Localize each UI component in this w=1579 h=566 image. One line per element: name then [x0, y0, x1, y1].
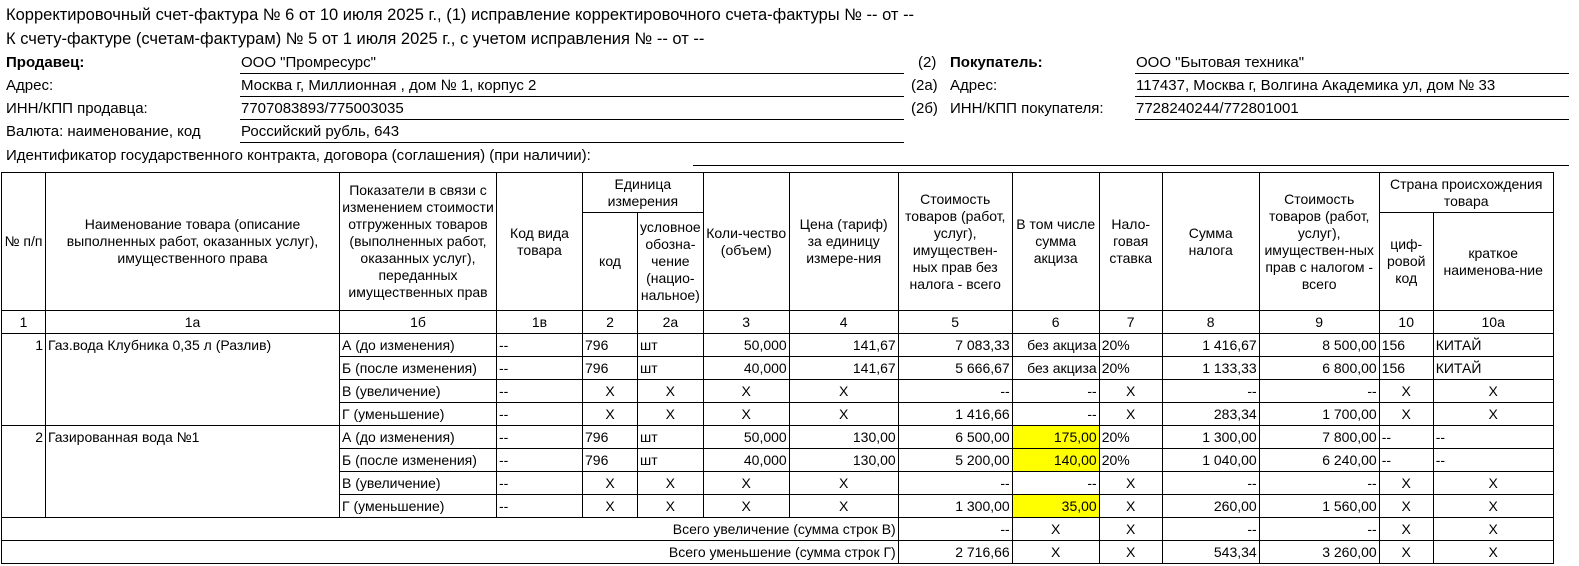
kind-code-cell: --: [497, 403, 583, 426]
kind-code-cell: --: [497, 449, 583, 472]
column-numbers-row: [2, 311, 1554, 334]
unit-code-cell: 796: [583, 357, 638, 380]
buyer-inn-code: (2б): [911, 100, 938, 117]
seller-label: Продавец:: [6, 54, 85, 71]
country-code-cell: X: [1379, 495, 1433, 518]
col-kind-code-header: Код вида товара: [497, 173, 583, 311]
column-number: 7: [1099, 311, 1162, 334]
unit-symbol-cell: шт: [638, 449, 704, 472]
kind-code-cell: --: [497, 334, 583, 357]
indicator-cell: Б (после изменения): [340, 357, 497, 380]
total-cell: --: [1259, 380, 1379, 403]
indicator-cell: В (увеличение): [340, 380, 497, 403]
unit-symbol-cell: X: [638, 380, 704, 403]
total-cell: 7 800,00: [1259, 426, 1379, 449]
unit-symbol-cell: X: [638, 403, 704, 426]
col-cost-header: Стоимость товаров (работ, услуг), имуществен-ных прав без налога - всего: [898, 173, 1012, 311]
col-excise-header: В том числе сумма акциза: [1012, 173, 1099, 311]
totals-total-cell: --: [1259, 518, 1379, 541]
tax-sum-cell: 260,00: [1162, 495, 1259, 518]
unit-symbol-cell: X: [638, 472, 704, 495]
item-name-cell: Газ.вода Клубника 0,35 л (Разлив): [46, 334, 340, 426]
buyer-label: Покупатель:: [950, 54, 1043, 71]
country-code-cell: X: [1379, 472, 1433, 495]
unit-code-cell: 796: [583, 426, 638, 449]
price-cell: 130,00: [789, 426, 898, 449]
country-code-cell: 156: [1379, 357, 1433, 380]
indicator-cell: Г (уменьшение): [340, 403, 497, 426]
col-tax-sum-header: Сумма налога: [1162, 173, 1259, 311]
column-number: 1в: [497, 311, 583, 334]
buyer-address-code: (2а): [911, 77, 938, 94]
unit-code-cell: X: [583, 472, 638, 495]
tax-rate-cell: 20%: [1099, 334, 1162, 357]
buyer-inn: 7728240244/772801001: [1135, 98, 1569, 120]
country-name-cell: --: [1433, 426, 1553, 449]
seller-address: Москва г, Миллионная , дом № 1, корпус 2: [240, 75, 904, 97]
indicator-cell: Б (после изменения): [340, 449, 497, 472]
tax-rate-cell: 20%: [1099, 426, 1162, 449]
col-unit-code-header: код: [583, 213, 638, 311]
price-cell: X: [789, 472, 898, 495]
cost-cell: 1 416,66: [898, 403, 1012, 426]
col-total-header: Стоимость товаров (работ, услуг), имуществен-ных прав с налогом - всего: [1259, 173, 1379, 311]
col-num-header: № п/п: [2, 173, 46, 311]
item-name-cell: Газированная вода №1: [46, 426, 340, 518]
column-number: 10а: [1433, 311, 1553, 334]
column-number: 5: [898, 311, 1012, 334]
col-country-name-header: краткое наименова-ние: [1433, 213, 1553, 311]
unit-code-cell: 796: [583, 449, 638, 472]
totals-excise-cell: X: [1012, 541, 1099, 564]
totals-country-name-cell: X: [1433, 541, 1553, 564]
totals-cost-cell: --: [898, 518, 1012, 541]
tax-rate-cell: X: [1099, 472, 1162, 495]
country-code-cell: 156: [1379, 334, 1433, 357]
country-code-cell: X: [1379, 380, 1433, 403]
country-name-cell: --: [1433, 449, 1553, 472]
cost-cell: --: [898, 380, 1012, 403]
unit-symbol-cell: шт: [638, 357, 704, 380]
country-name-cell: X: [1433, 380, 1553, 403]
cost-cell: 6 500,00: [898, 426, 1012, 449]
country-name-cell: X: [1433, 495, 1553, 518]
qty-cell: X: [703, 380, 789, 403]
unit-symbol-cell: шт: [638, 426, 704, 449]
excise-cell: --: [1012, 403, 1099, 426]
totals-tax-cell: --: [1162, 518, 1259, 541]
totals-country-name-cell: X: [1433, 518, 1553, 541]
tax-sum-cell: --: [1162, 380, 1259, 403]
excise-cell: --: [1012, 380, 1099, 403]
totals-country-code-cell: X: [1379, 541, 1433, 564]
country-name-cell: X: [1433, 472, 1553, 495]
invoice-header: [0, 52, 1579, 170]
country-code-cell: --: [1379, 449, 1433, 472]
price-cell: X: [789, 495, 898, 518]
buyer-code: (2): [918, 54, 937, 71]
qty-cell: 40,000: [703, 449, 789, 472]
unit-code-cell: X: [583, 495, 638, 518]
col-unit-header: Единица измерения: [583, 173, 704, 213]
indicator-cell: А (до изменения): [340, 334, 497, 357]
column-number: 2а: [638, 311, 704, 334]
qty-cell: X: [703, 495, 789, 518]
tax-rate-cell: X: [1099, 403, 1162, 426]
contract-label: Идентификатор государственного контракта, договора (соглашения) (при наличии):: [6, 147, 591, 164]
price-cell: X: [789, 403, 898, 426]
qty-cell: X: [703, 403, 789, 426]
kind-code-cell: --: [497, 495, 583, 518]
invoice-subtitle: К счету-фактуре (счетам-фактурам) № 5 от 1 июля 2025 г., с учетом исправления № -- от --: [6, 30, 705, 48]
excise-cell: --: [1012, 472, 1099, 495]
totals-tax-cell: 543,34: [1162, 541, 1259, 564]
totals-country-code-cell: X: [1379, 518, 1433, 541]
cost-cell: 5 666,67: [898, 357, 1012, 380]
qty-cell: X: [703, 472, 789, 495]
currency-value: Российский рубль, 643: [240, 121, 904, 143]
excise-cell: без акциза: [1012, 334, 1099, 357]
col-country-header: Страна происхождения товара: [1379, 173, 1553, 213]
column-number: 1: [2, 311, 46, 334]
tax-sum-cell: 1 133,33: [1162, 357, 1259, 380]
price-cell: 130,00: [789, 449, 898, 472]
tax-sum-cell: 1 040,00: [1162, 449, 1259, 472]
tax-rate-cell: X: [1099, 380, 1162, 403]
column-number: 8: [1162, 311, 1259, 334]
total-cell: 1 560,00: [1259, 495, 1379, 518]
contract-value: [693, 144, 1569, 166]
seller-name: ООО "Промресурс": [240, 52, 904, 74]
invoice-table-body: [2, 311, 1554, 564]
indicator-cell: В (увеличение): [340, 472, 497, 495]
kind-code-cell: --: [497, 380, 583, 403]
excise-cell: 140,00: [1012, 449, 1099, 472]
buyer-address: 117437, Москва г, Волгина Академика ул, дом № 33: [1135, 75, 1569, 97]
excise-cell: 35,00: [1012, 495, 1099, 518]
tax-sum-cell: 1 300,00: [1162, 426, 1259, 449]
cost-cell: 1 300,00: [898, 495, 1012, 518]
column-number: 1а: [46, 311, 340, 334]
kind-code-cell: --: [497, 426, 583, 449]
tax-rate-cell: 20%: [1099, 449, 1162, 472]
country-name-cell: КИТАЙ: [1433, 357, 1553, 380]
cost-cell: 5 200,00: [898, 449, 1012, 472]
col-unit-symbol-header: условное обозна-чение (нацио-нальное): [638, 213, 704, 311]
totals-excise-cell: X: [1012, 518, 1099, 541]
tax-sum-cell: 283,34: [1162, 403, 1259, 426]
unit-code-cell: X: [583, 403, 638, 426]
buyer-inn-label: ИНН/КПП покупателя:: [950, 100, 1104, 117]
price-cell: X: [789, 380, 898, 403]
col-indicators-header: Показатели в связи с изменением стоимости отгруженных товаров (выполненных работ, оказанных услуг), переданных имущественных прав: [340, 173, 497, 311]
unit-code-cell: X: [583, 380, 638, 403]
tax-rate-cell: 20%: [1099, 357, 1162, 380]
indicator-cell: Г (уменьшение): [340, 495, 497, 518]
column-number: 9: [1259, 311, 1379, 334]
country-name-cell: X: [1433, 403, 1553, 426]
invoice-title: Корректировочный счет-фактура № 6 от 10 июля 2025 г., (1) исправление корректировочного счета-фактуры № -- от --: [6, 6, 915, 24]
total-cell: --: [1259, 472, 1379, 495]
totals-row: [2, 518, 1554, 541]
kind-code-cell: --: [497, 357, 583, 380]
totals-rate-cell: X: [1099, 518, 1162, 541]
price-cell: 141,67: [789, 334, 898, 357]
country-code-cell: --: [1379, 426, 1433, 449]
country-code-cell: X: [1379, 403, 1433, 426]
unit-symbol-cell: X: [638, 495, 704, 518]
item-number-cell: 1: [2, 334, 46, 426]
totals-label: Всего уменьшение (сумма строк Г): [2, 541, 899, 564]
price-cell: 141,67: [789, 357, 898, 380]
col-country-code-header: циф-ровой код: [1379, 213, 1433, 311]
excise-cell: 175,00: [1012, 426, 1099, 449]
totals-row: [2, 541, 1554, 564]
table-row: [2, 334, 1554, 357]
totals-label: Всего увеличение (сумма строк В): [2, 518, 899, 541]
cost-cell: --: [898, 472, 1012, 495]
seller-address-label: Адрес:: [6, 77, 54, 94]
totals-rate-cell: X: [1099, 541, 1162, 564]
item-number-cell: 2: [2, 426, 46, 518]
total-cell: 8 500,00: [1259, 334, 1379, 357]
qty-cell: 50,000: [703, 334, 789, 357]
total-cell: 6 240,00: [1259, 449, 1379, 472]
unit-symbol-cell: шт: [638, 334, 704, 357]
tax-sum-cell: 1 416,67: [1162, 334, 1259, 357]
totals-cost-cell: 2 716,66: [898, 541, 1012, 564]
column-number: 1б: [340, 311, 497, 334]
table-row: [2, 426, 1554, 449]
buyer-address-label: Адрес:: [950, 77, 998, 94]
col-price-header: Цена (тариф) за единицу измере-ния: [789, 173, 898, 311]
column-number: 4: [789, 311, 898, 334]
excise-cell: без акциза: [1012, 357, 1099, 380]
column-number: 3: [703, 311, 789, 334]
total-cell: 1 700,00: [1259, 403, 1379, 426]
cost-cell: 7 083,33: [898, 334, 1012, 357]
country-name-cell: КИТАЙ: [1433, 334, 1553, 357]
column-number: 6: [1012, 311, 1099, 334]
currency-label: Валюта: наименование, код: [6, 123, 201, 140]
kind-code-cell: --: [497, 472, 583, 495]
seller-inn: 7707083893/775003035: [240, 98, 904, 120]
column-number: 10: [1379, 311, 1433, 334]
tax-rate-cell: X: [1099, 495, 1162, 518]
col-qty-header: Коли-чество (объем): [703, 173, 789, 311]
total-cell: 6 800,00: [1259, 357, 1379, 380]
totals-total-cell: 3 260,00: [1259, 541, 1379, 564]
qty-cell: 40,000: [703, 357, 789, 380]
buyer-name: ООО "Бытовая техника": [1135, 52, 1569, 74]
qty-cell: 50,000: [703, 426, 789, 449]
column-number: 2: [583, 311, 638, 334]
unit-code-cell: 796: [583, 334, 638, 357]
col-tax-rate-header: Нало-говая ставка: [1099, 173, 1162, 311]
tax-sum-cell: --: [1162, 472, 1259, 495]
seller-inn-label: ИНН/КПП продавца:: [6, 100, 148, 117]
col-name-header: Наименование товара (описание выполненных работ, оказанных услуг), имущественного права: [46, 173, 340, 311]
indicator-cell: А (до изменения): [340, 426, 497, 449]
invoice-table: [1, 172, 1554, 564]
